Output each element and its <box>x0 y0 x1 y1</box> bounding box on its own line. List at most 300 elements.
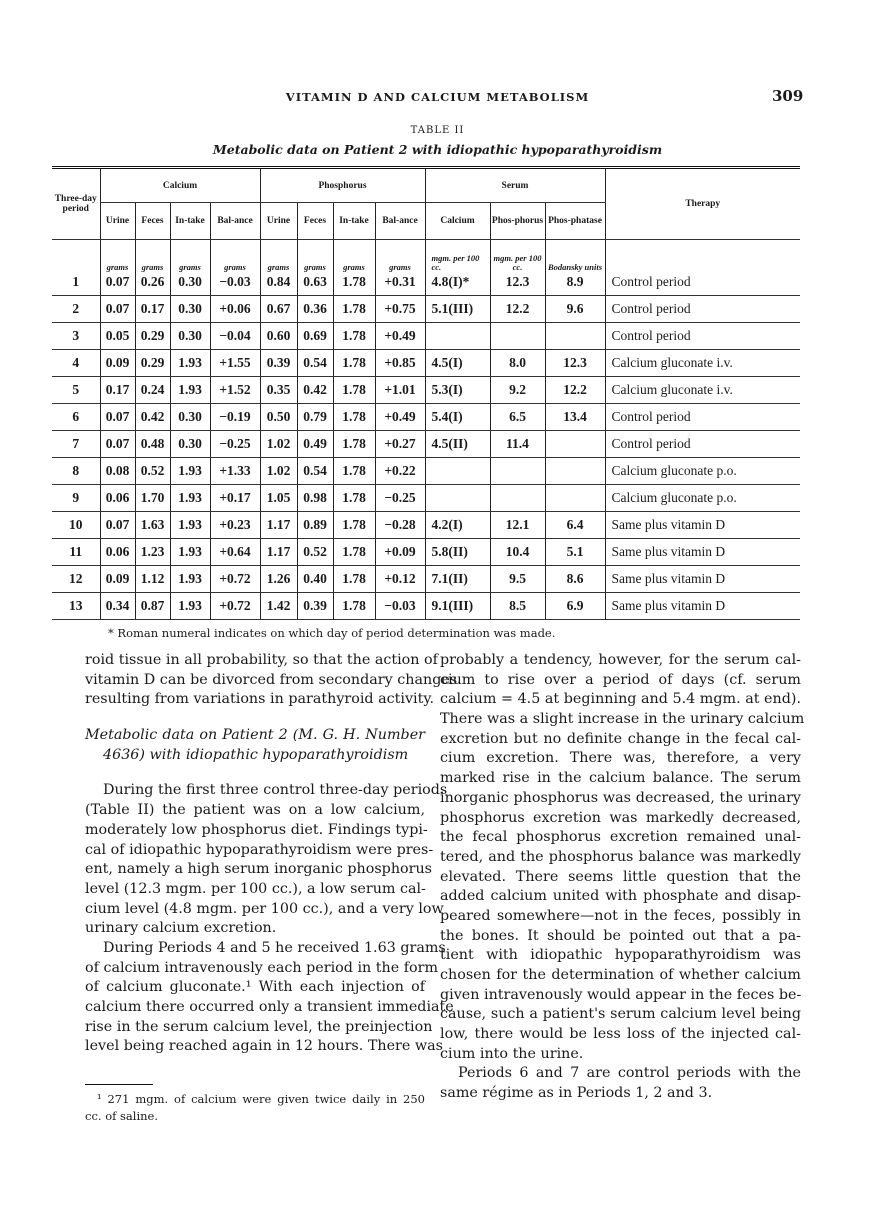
therapy-cell <box>605 458 800 485</box>
left-text-column <box>85 651 458 1057</box>
cell-value: 0.09 <box>105 571 130 586</box>
text-line: 4636) with idiopathic hypoparathyroidism <box>103 746 409 763</box>
unit-label: grams <box>106 262 129 272</box>
cell-value: 4.5(II) <box>431 436 468 451</box>
value-cell <box>333 458 375 485</box>
value-cell <box>333 512 375 539</box>
cell-value: 0.06 <box>105 490 130 505</box>
value-cell <box>545 485 605 512</box>
cell-value: −0.25 <box>384 490 416 505</box>
text-line: tered, and the phosphorus balance was markedly <box>440 848 801 865</box>
value-cell <box>260 377 297 404</box>
value-cell <box>375 512 425 539</box>
value-cell <box>297 296 333 323</box>
value-cell <box>100 240 135 296</box>
cell-value: 1.93 <box>178 382 202 397</box>
table-footnote: * Roman numeral indicates on which day of period determination was made. <box>108 626 556 640</box>
running-title: VITAMIN D AND CALCIUM METABOLISM <box>285 90 590 104</box>
value-cell <box>375 404 425 431</box>
value-cell <box>210 485 260 512</box>
text-line: chosen for the determination of whether calcium <box>440 967 801 983</box>
footnote-line: cc. of saline. <box>85 1109 159 1123</box>
value-cell <box>170 240 210 296</box>
cell-value: 8.6 <box>566 571 584 586</box>
cell-value: 5.8(II) <box>431 544 468 559</box>
column-header: In-take <box>333 203 375 240</box>
value-cell <box>425 593 490 620</box>
text-line: cause, such a patient's serum calcium level being <box>440 1006 801 1023</box>
cell-value: 0.07 <box>105 409 130 424</box>
value-cell <box>375 485 425 512</box>
table-row <box>52 485 800 512</box>
text-line: During the first three control three-day periods <box>103 782 448 799</box>
cell-value: +0.12 <box>384 571 416 586</box>
cell-value: 5 <box>72 382 80 397</box>
value-cell <box>100 593 135 620</box>
cell-value: +0.09 <box>384 544 416 559</box>
value-cell <box>425 566 490 593</box>
cell-value: 9.1(III) <box>431 598 474 613</box>
value-cell <box>135 512 170 539</box>
cell-value: 0.34 <box>105 598 130 613</box>
value-cell <box>490 377 545 404</box>
cell-value: 0.60 <box>266 328 291 343</box>
cell-value: +0.31 <box>384 274 416 289</box>
value-cell <box>425 350 490 377</box>
value-cell <box>100 377 135 404</box>
text-line: the fecal phosphorus excretion remained unal- <box>440 829 801 846</box>
cell-value: 12.3 <box>563 355 587 370</box>
value-cell <box>135 404 170 431</box>
value-cell <box>260 240 297 296</box>
column-header: In-take <box>170 203 210 240</box>
text-line: cium excretion. There was, therefore, a very <box>440 750 801 767</box>
cell-value: 0.52 <box>140 463 165 478</box>
cell-value: 1.78 <box>342 436 366 451</box>
value-cell <box>490 431 545 458</box>
text-line: excretion but no definite change in the fecal cal- <box>440 730 801 747</box>
cell-value: −0.03 <box>384 598 416 613</box>
cell-value: 6.4 <box>566 517 584 532</box>
cell-value: +0.85 <box>384 355 416 370</box>
value-cell <box>260 323 297 350</box>
cell-value: 4.5(I) <box>431 355 463 370</box>
value-cell <box>170 404 210 431</box>
value-cell <box>100 323 135 350</box>
cell-value: +0.17 <box>219 490 251 505</box>
cell-value: +0.27 <box>384 436 416 451</box>
unit-label: grams <box>389 262 411 272</box>
period-cell <box>52 431 100 458</box>
value-cell <box>210 566 260 593</box>
value-cell <box>490 350 545 377</box>
cell-value: Control period <box>611 409 691 424</box>
value-cell <box>100 566 135 593</box>
cell-value: 0.49 <box>303 436 327 451</box>
period-cell <box>52 539 100 566</box>
cell-value: 0.09 <box>105 355 130 370</box>
value-cell <box>490 593 545 620</box>
cell-value: 1.93 <box>178 490 202 505</box>
cell-value: 0.06 <box>105 544 130 559</box>
cell-value: +1.55 <box>219 355 251 370</box>
cell-value: Same plus vitamin D <box>611 598 726 613</box>
column-header: Feces <box>135 203 170 240</box>
value-cell <box>210 458 260 485</box>
column-header: Bal-ance <box>210 203 260 240</box>
value-cell <box>375 296 425 323</box>
value-cell <box>545 240 605 296</box>
cell-value: Calcium gluconate p.o. <box>611 490 737 505</box>
therapy-cell <box>605 485 800 512</box>
value-cell <box>210 512 260 539</box>
cell-value: Calcium gluconate i.v. <box>611 355 733 370</box>
value-cell <box>170 458 210 485</box>
period-cell <box>52 240 100 296</box>
value-cell <box>333 431 375 458</box>
value-cell <box>545 350 605 377</box>
value-cell <box>100 458 135 485</box>
unit-label: mgm. per 100 cc. <box>493 253 542 272</box>
period-cell <box>52 593 100 620</box>
value-cell <box>170 512 210 539</box>
unit-label: grams <box>304 262 326 272</box>
cell-value: 10 <box>69 517 83 532</box>
cell-value: 1.05 <box>266 490 291 505</box>
value-cell <box>210 377 260 404</box>
header-period: Three-day period <box>52 168 100 240</box>
value-cell <box>100 431 135 458</box>
value-cell <box>100 512 135 539</box>
cell-value: 1.63 <box>140 517 165 532</box>
text-line: of calcium intravenously each period in the form <box>85 959 439 976</box>
value-cell <box>170 593 210 620</box>
cell-value: 12 <box>69 571 83 586</box>
cell-value: 4 <box>72 355 80 370</box>
unit-label: grams <box>267 262 290 272</box>
cell-value: 0.52 <box>303 544 327 559</box>
cell-value: 0.39 <box>303 598 327 613</box>
value-cell <box>545 539 605 566</box>
cell-value: 1.78 <box>342 328 366 343</box>
value-cell <box>333 323 375 350</box>
cell-value: 0.54 <box>303 355 327 370</box>
footnote <box>85 1091 425 1125</box>
table-row <box>52 593 800 620</box>
cell-value: 12.1 <box>505 517 530 532</box>
therapy-cell <box>605 296 800 323</box>
cell-value: 0.69 <box>303 328 327 343</box>
cell-value: 0.67 <box>266 301 291 316</box>
footnote-line: ¹ 271 mgm. of calcium were given twice daily in 250 <box>97 1092 425 1106</box>
cell-value: +0.75 <box>384 301 416 316</box>
cell-value: +0.49 <box>384 409 416 424</box>
cell-value: 13.4 <box>563 409 587 424</box>
cell-value: 0.07 <box>105 301 130 316</box>
value-cell <box>425 323 490 350</box>
metabolic-data-table <box>52 166 800 620</box>
value-cell <box>297 566 333 593</box>
cell-value: 0.30 <box>178 436 202 451</box>
period-cell <box>52 485 100 512</box>
paragraph <box>85 939 454 1057</box>
cell-value: Control period <box>611 274 691 289</box>
value-cell <box>100 539 135 566</box>
value-cell <box>297 377 333 404</box>
value-cell <box>260 593 297 620</box>
column-header: Bal-ance <box>375 203 425 240</box>
cell-value: +1.01 <box>384 382 416 397</box>
value-cell <box>425 431 490 458</box>
table-row <box>52 566 800 593</box>
text-line: calcium there occurred only a transient immediate <box>85 999 454 1015</box>
text-line: cium to rise over a period of days (cf. serum <box>440 671 801 688</box>
therapy-cell <box>605 350 800 377</box>
value-cell <box>375 566 425 593</box>
table-row <box>52 296 800 323</box>
unit-label: mgm. per 100 cc. <box>431 253 480 272</box>
therapy-cell <box>605 431 800 458</box>
value-cell <box>545 593 605 620</box>
cell-value: +1.52 <box>219 382 251 397</box>
value-cell <box>260 512 297 539</box>
cell-value: 12.3 <box>505 274 530 289</box>
cell-value: 0.35 <box>266 382 291 397</box>
cell-value: 8.0 <box>509 355 526 370</box>
value-cell <box>333 404 375 431</box>
value-cell <box>375 323 425 350</box>
text-line: level being reached again in 12 hours. There was <box>85 1038 443 1055</box>
value-cell <box>297 512 333 539</box>
header-group-calcium: Calcium <box>100 168 260 203</box>
value-cell <box>170 431 210 458</box>
therapy-cell <box>605 323 800 350</box>
value-cell <box>375 431 425 458</box>
cell-value: 0.05 <box>105 328 130 343</box>
cell-value: 0.48 <box>140 436 165 451</box>
therapy-cell <box>605 539 800 566</box>
value-cell <box>490 458 545 485</box>
text-line: level (12.3 mgm. per 100 cc.), a low serum cal- <box>85 880 426 897</box>
cell-value: 0.07 <box>105 517 130 532</box>
value-cell <box>210 431 260 458</box>
cell-value: 1.78 <box>342 274 366 289</box>
table-caption: Metabolic data on Patient 2 with idiopathic hypoparathyroidism <box>212 142 663 157</box>
value-cell <box>100 296 135 323</box>
value-cell <box>170 485 210 512</box>
therapy-cell <box>605 240 800 296</box>
value-cell <box>545 458 605 485</box>
unit-label: grams <box>224 262 246 272</box>
value-cell <box>170 323 210 350</box>
cell-value: 1.78 <box>342 355 366 370</box>
value-cell <box>545 296 605 323</box>
cell-value: 0.29 <box>140 355 165 370</box>
value-cell <box>425 404 490 431</box>
value-cell <box>545 404 605 431</box>
cell-value: 5.4(I) <box>431 409 463 424</box>
value-cell <box>425 512 490 539</box>
cell-value: 7 <box>72 436 80 451</box>
cell-value: 1.78 <box>342 301 366 316</box>
cell-value: 0.42 <box>140 409 165 424</box>
value-cell <box>210 593 260 620</box>
text-line: cium into the urine. <box>440 1045 584 1062</box>
cell-value: −0.28 <box>384 517 416 532</box>
value-cell <box>297 350 333 377</box>
text-line: low, there would be less loss of the injected cal- <box>440 1026 801 1043</box>
paragraph <box>440 651 805 1064</box>
value-cell <box>490 296 545 323</box>
value-cell <box>333 485 375 512</box>
cell-value: −0.19 <box>219 409 251 424</box>
paragraph <box>85 651 458 710</box>
value-cell <box>490 485 545 512</box>
cell-value: 1.93 <box>178 544 202 559</box>
cell-value: 1.26 <box>266 571 291 586</box>
value-cell <box>135 593 170 620</box>
table-row <box>52 240 800 296</box>
cell-value: 4.2(I) <box>431 517 463 532</box>
unit-label: grams <box>179 262 201 272</box>
value-cell <box>297 404 333 431</box>
period-cell <box>52 350 100 377</box>
value-cell <box>210 539 260 566</box>
cell-value: +0.22 <box>384 463 416 478</box>
cell-value: 0.30 <box>178 274 202 289</box>
value-cell <box>170 566 210 593</box>
cell-value: −0.25 <box>219 436 251 451</box>
value-cell <box>490 404 545 431</box>
cell-value: 0.08 <box>105 463 130 478</box>
text-line: inorganic phosphorus was decreased, the urinary <box>440 789 801 806</box>
value-cell <box>297 323 333 350</box>
value-cell <box>210 240 260 296</box>
cell-value: Calcium gluconate i.v. <box>611 382 733 397</box>
text-line: ent, namely a high serum inorganic phosphorus <box>85 861 433 878</box>
value-cell <box>170 539 210 566</box>
value-cell <box>545 377 605 404</box>
cell-value: 5.1 <box>566 544 584 559</box>
header-group-serum: Serum <box>425 168 605 203</box>
value-cell <box>333 296 375 323</box>
text-line: Metabolic data on Patient 2 (M. G. H. Number <box>85 727 425 744</box>
value-cell <box>297 240 333 296</box>
cell-value: 0.50 <box>266 409 291 424</box>
cell-value: 2 <box>72 301 80 316</box>
value-cell <box>135 323 170 350</box>
cell-value: 0.29 <box>140 328 165 343</box>
value-cell <box>297 431 333 458</box>
period-cell <box>52 458 100 485</box>
cell-value: 1.93 <box>178 355 202 370</box>
cell-value: 1.78 <box>342 463 366 478</box>
therapy-cell <box>605 593 800 620</box>
value-cell <box>333 566 375 593</box>
unit-label: Bodansky units <box>547 262 603 272</box>
cell-value: 0.30 <box>178 328 202 343</box>
value-cell <box>260 566 297 593</box>
cell-value: Control period <box>611 436 691 451</box>
therapy-cell <box>605 377 800 404</box>
cell-value: 1.78 <box>342 571 366 586</box>
cell-value: +1.33 <box>219 463 251 478</box>
cell-value: 0.63 <box>303 274 327 289</box>
header-therapy: Therapy <box>605 168 800 240</box>
cell-value: 0.17 <box>105 382 130 397</box>
value-cell <box>135 539 170 566</box>
value-cell <box>490 323 545 350</box>
cell-value: +0.06 <box>219 301 251 316</box>
cell-value: 9 <box>72 490 80 505</box>
cell-value: 6 <box>72 409 80 424</box>
cell-value: 0.84 <box>266 274 291 289</box>
cell-value: 0.24 <box>140 382 165 397</box>
value-cell <box>100 485 135 512</box>
paragraph <box>440 1064 801 1103</box>
cell-value: +0.72 <box>219 598 251 613</box>
cell-value: 9.5 <box>509 571 526 586</box>
value-cell <box>260 458 297 485</box>
value-cell <box>425 539 490 566</box>
text-line: There was a slight increase in the urinary calcium <box>440 711 805 728</box>
therapy-cell <box>605 512 800 539</box>
period-cell <box>52 566 100 593</box>
value-cell <box>375 240 425 296</box>
text-line: (Table II) the patient was on a low calcium, <box>85 802 425 819</box>
cell-value: 0.87 <box>140 598 165 613</box>
column-header: Urine <box>100 203 135 240</box>
therapy-cell <box>605 566 800 593</box>
value-cell <box>135 566 170 593</box>
value-cell <box>375 458 425 485</box>
text-line: Periods 6 and 7 are control periods with the <box>458 1065 801 1082</box>
cell-value: 1.93 <box>178 463 202 478</box>
table-label: TABLE II <box>410 125 465 136</box>
cell-value: 11 <box>69 544 83 559</box>
cell-value: Control period <box>611 301 691 316</box>
cell-value: 6.5 <box>509 409 526 424</box>
cell-value: 3 <box>72 328 80 343</box>
value-cell <box>210 350 260 377</box>
cell-value: 10.4 <box>505 544 530 559</box>
cell-value: 4.8(I)* <box>431 274 470 289</box>
cell-value: 1.17 <box>266 544 291 559</box>
text-line: the bones. It should be pointed out that a pa- <box>440 927 801 944</box>
cell-value: 0.30 <box>178 301 202 316</box>
text-line: elevated. There seems little question that the <box>440 868 801 885</box>
table-row <box>52 512 800 539</box>
cell-value: 1.78 <box>342 382 366 397</box>
value-cell <box>170 377 210 404</box>
value-cell <box>135 485 170 512</box>
column-header: Phos-phorus <box>490 203 545 240</box>
cell-value: Same plus vitamin D <box>611 571 726 586</box>
cell-value: 0.39 <box>266 355 291 370</box>
cell-value: Calcium gluconate p.o. <box>611 463 737 478</box>
text-line: phosphorus excretion was markedly decreased, <box>440 809 801 826</box>
cell-value: Same plus vitamin D <box>611 544 726 559</box>
table-row <box>52 377 800 404</box>
cell-value: 12.2 <box>563 382 587 397</box>
text-line: same régime as in Periods 1, 2 and 3. <box>440 1085 713 1102</box>
cell-value: 1.70 <box>140 490 165 505</box>
value-cell <box>100 350 135 377</box>
column-header: Feces <box>297 203 333 240</box>
value-cell <box>135 377 170 404</box>
value-cell <box>375 593 425 620</box>
page-number: 309 <box>772 87 804 105</box>
